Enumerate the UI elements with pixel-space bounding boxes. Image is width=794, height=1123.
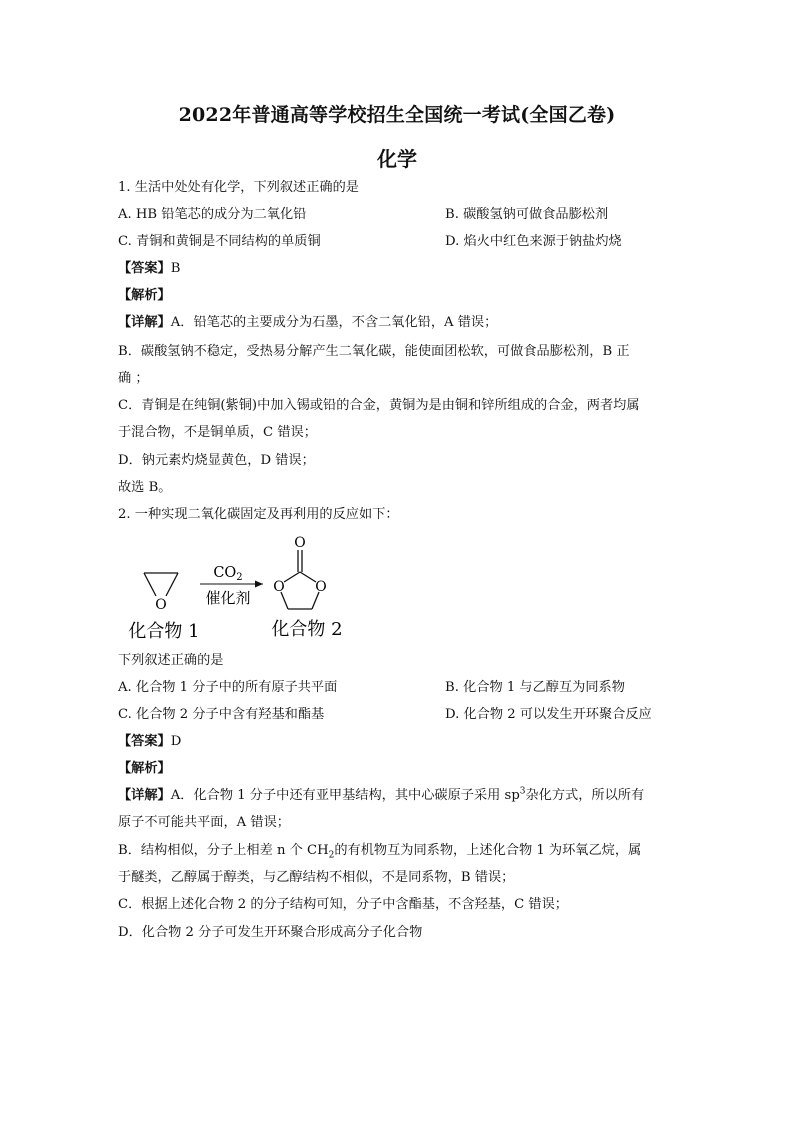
compound-2-ring-oxygen-left: O xyxy=(273,579,285,595)
q2-detail-4: D．化合物 2 分子可发生开环聚合形成高分子化合物 xyxy=(118,925,423,940)
compound-1-label: 化合物 1 xyxy=(128,621,200,642)
q1-answer-row xyxy=(118,260,180,278)
q2-detail-2a-pre: B．结构相似，分子上相差 n 个 CH xyxy=(118,843,329,858)
q1-option-d: D. 焰火中红色来源于钠盐灼烧 xyxy=(445,234,622,249)
q2-detail-2a-post: 的有机物互为同系物，上述化合物 1 为环氧乙烷，属 xyxy=(334,843,642,858)
reaction-scheme xyxy=(118,532,378,644)
q2-detail-1a-pre: A．化合物 1 分子中还有亚甲基结构，其中心碳原子采用 sp xyxy=(170,788,520,803)
q2-option-c: C. 化合物 2 分子中含有羟基和酯基 xyxy=(118,707,325,722)
q1-option-a: A. HB 铅笔芯的成分为二氧化铅 xyxy=(118,207,307,222)
q1-stem: 1. 生活中处处有化学，下列叙述正确的是 xyxy=(118,180,359,195)
reagent-co2: $CO_2$ xyxy=(213,565,243,583)
compound-2-structure xyxy=(281,550,319,609)
q2-option-d: D. 化合物 2 可以发生开环聚合反应 xyxy=(445,707,652,722)
q2-answer: D xyxy=(170,734,182,749)
compound-2-carbonyl-oxygen: O xyxy=(294,535,306,551)
q1-answer-tag: 【答案】 xyxy=(118,261,171,276)
compound-2-label: 化合物 2 xyxy=(271,619,343,640)
q1-option-c: C. 青铜和黄铜是不同结构的单质铜 xyxy=(118,234,321,249)
q1-detail-2b: 确 ； xyxy=(118,371,149,386)
q1-detail-1 xyxy=(118,314,497,332)
ch2-subscript: 2 xyxy=(328,850,335,861)
q1-analysis-tag: 【解析】 xyxy=(118,288,171,303)
q1-detail-3b: 于混合物，不是铜单质，C 错误； xyxy=(118,425,317,440)
q1-detail-1-text: A．铅笔芯的主要成分为石墨，不含二氧化铅，A 错误； xyxy=(170,315,498,330)
q2-option-a: A. 化合物 1 分子中的所有原子共平面 xyxy=(118,680,338,695)
q1-detail-tag: 【详解】 xyxy=(118,315,171,330)
q1-conclusion: 故选 B。 xyxy=(118,480,172,495)
q2-detail-tag: 【详解】 xyxy=(118,788,171,803)
q2-prompt: 下列叙述正确的是 xyxy=(118,653,224,668)
q1-answer: B xyxy=(170,261,181,276)
q2-answer-row xyxy=(118,733,181,751)
q2-detail-3: C．根据上述化合物 2 的分子结构可知，分子中含酯基，不含羟基，C 错误； xyxy=(118,897,568,912)
q2-analysis-tag: 【解析】 xyxy=(118,761,171,776)
subject-title: 化学 xyxy=(377,147,417,171)
q2-option-b: B. 化合物 1 与乙醇互为同系物 xyxy=(445,680,625,695)
q2-detail-1b: 原子不可能共平面，A 错误； xyxy=(118,815,290,830)
q2-detail-1a xyxy=(118,787,644,805)
reagent-catalyst: 催化剂 xyxy=(205,589,251,607)
q2-detail-1a-post: 杂化方式，所以所有 xyxy=(525,788,645,803)
q1-detail-4: D．钠元素灼烧显黄色，D 错误； xyxy=(118,453,315,468)
reaction-arrow-head xyxy=(255,581,263,588)
q2-answer-tag: 【答案】 xyxy=(118,734,171,749)
q1-option-b: B. 碳酸氢钠可做食品膨松剂 xyxy=(445,207,609,222)
exam-title: 2022年普通高等学校招生全国统一考试(全国乙卷) xyxy=(178,104,616,126)
compound-2-ring-oxygen-right: O xyxy=(315,579,327,595)
compound-1-structure xyxy=(144,573,178,596)
compound-1-oxygen: O xyxy=(155,597,167,613)
q1-detail-2a: B．碳酸氢钠不稳定，受热易分解产生二氧化碳，能使面团松软，可做食品膨松剂，B 正 xyxy=(118,344,630,359)
q2-detail-2a xyxy=(118,842,641,860)
q1-detail-3a: C．青铜是在纯铜(紫铜)中加入锡或铅的合金，黄铜为是由铜和锌所组成的合金，两者均属 xyxy=(118,398,640,413)
q2-stem: 2. 一种实现二氧化碳固定及再利用的反应如下： xyxy=(118,507,399,522)
q2-detail-2b: 于醚类，乙醇属于醇类，与乙醇结构不相似，不是同系物，B 错误； xyxy=(118,870,515,885)
sp3-superscript: 3 xyxy=(519,786,526,797)
